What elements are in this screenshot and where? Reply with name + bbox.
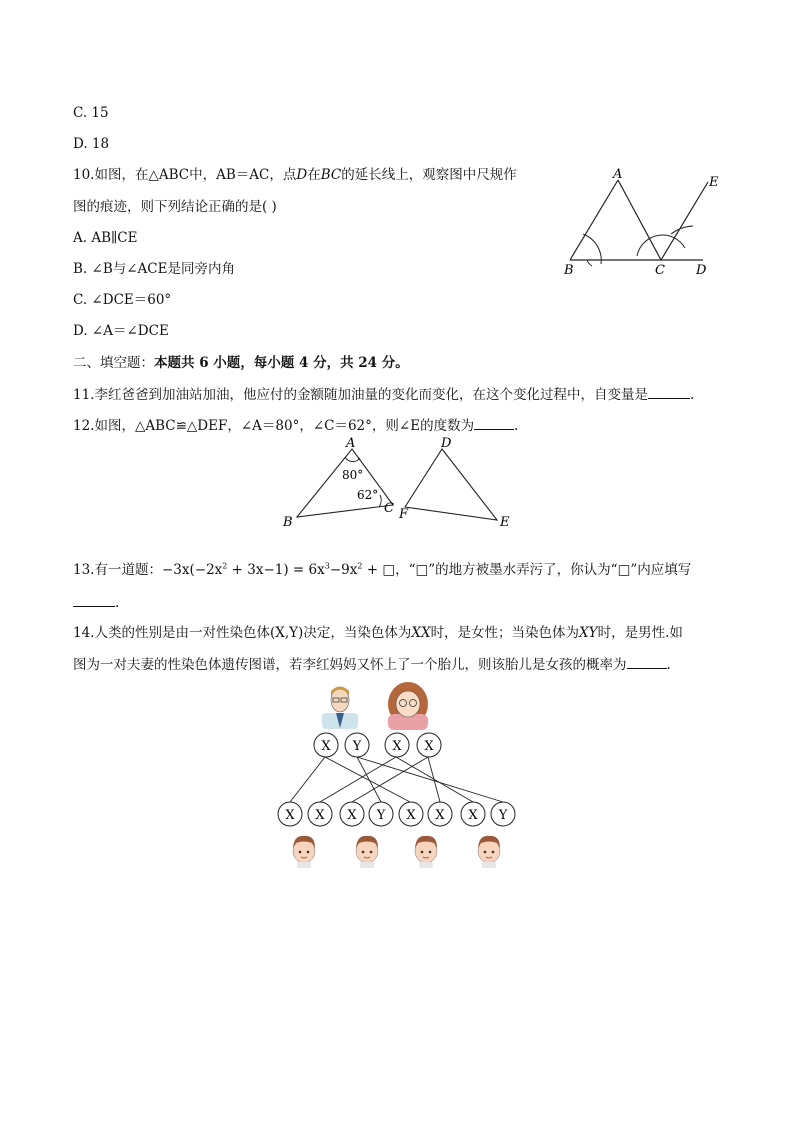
parent-chromosome-1: X [321,739,331,754]
q10-text-c: 的延长线上，观察图中尺规作 [341,167,517,183]
child-chromosomes [278,802,515,826]
q10-option-c: C. ∠DCE＝60° [73,292,172,308]
q12-text: 12.如图，△ABC≌△DEF，∠A＝80°，∠C＝62°，则∠E的度数为 [73,418,475,434]
q12-label-a: A [346,436,356,451]
q10-triangle-figure [555,160,735,285]
child-chromosome-8: Y [498,808,508,823]
q14-blank [627,655,667,669]
child-icon [356,836,378,868]
section-2-title: 二、填空题： [73,355,154,371]
q14-end: . [666,657,671,673]
parent-chromosomes [314,733,441,757]
parent-chromosome-2: Y [352,739,362,754]
child-chromosome-7: X [468,808,478,823]
q10-option-b: B. ∠B与∠ACE是同旁内角 [73,261,235,277]
child-chromosome-5: X [406,808,416,823]
q13-expr-lhs: −3x(−2x [161,562,223,578]
q10-var-bc: BC [320,167,342,183]
q12-label-e: E [500,515,510,530]
q12-blank [474,416,514,430]
child-chromosome-2: X [315,808,325,823]
q12-angle-a: 80° [342,468,364,482]
father-icon [322,687,358,730]
child-chromosome-6: X [435,808,445,823]
q13-exp-2a: 2 [222,561,228,571]
q12-label-b: B [283,515,293,530]
q13-exp-3: 3 [324,561,330,571]
q13-blank [73,593,115,607]
q14-text-a: 14.人类的性别是由一对性染色体(X,Y)决定，当染色体为 [73,625,412,641]
q13-end: . [115,595,120,611]
q12 [73,416,518,435]
option-d-q9: D. 18 [73,136,110,152]
q14-inheritance-diagram [270,680,530,880]
q10-option-a: A. AB∥CE [73,230,138,246]
q10-line1 [73,166,517,184]
q10-var-d: D [296,167,308,183]
child-chromosome-1: X [285,808,295,823]
q12-label-c: C [384,501,394,516]
q14-xy: XY [579,625,598,641]
child-chromosome-3: X [347,808,357,823]
q10-label-e: E [709,175,719,190]
q10-text-a: 10.如图，在△ABC中，AB＝AC，点 [73,167,297,183]
q10-label-d: D [696,263,707,278]
q13 [73,561,691,579]
q11-blank [648,385,690,399]
q10-label-b: B [564,263,574,278]
inheritance-lines [290,757,503,802]
q14-line2 [73,655,671,674]
q13-prefix: 13.有一道题： [73,562,162,578]
q10-label-a: A [613,167,623,182]
q14-text-c: 时，是男性.如 [597,625,683,641]
section-2-heading [73,354,409,372]
q11-text: 11.李红爸爸到加油站加油，他应付的金额随加油量的变化而变化，在这个变化过程中，自变量是 [73,387,648,403]
q10-line2: 图的痕迹，则下列结论正确的是( ) [73,199,277,215]
q10-option-d: D. ∠A＝∠DCE [73,323,169,339]
mother-icon [388,682,428,730]
q12-congruent-triangles [275,435,525,535]
q14-text-d: 图为一对夫妻的性染色体遗传图谱，若李红妈妈又怀上了一个胎儿，则该胎儿是女孩的概率为 [73,657,627,673]
child-icon [478,836,500,868]
q11-end: . [689,387,695,403]
q11 [73,385,694,404]
q12-label-f: F [399,507,409,522]
option-c-q9: C. 15 [73,105,109,121]
section-2-desc: 本题共 6 小题，每小题 4 分，共 24 分。 [154,355,409,371]
q13-expr-mid2: −9x [329,562,358,578]
child-icon [415,836,437,868]
q13-expr-mid1: + 3x−1) = 6x [227,562,325,578]
q12-angle-c: 62° [357,488,379,502]
parent-chromosome-3: X [392,739,402,754]
q12-end: . [514,418,519,434]
q13-exp-2b: 2 [357,561,363,571]
q14-xx: XX [411,625,431,641]
q13-suffix: “□”的地方被墨水弄污了，你认为“□”内应填写 [408,562,692,578]
child-icons [293,836,500,868]
q14-text-b: 时，是女性；当染色体为 [430,625,580,641]
q14-line1 [73,624,683,642]
parent-chromosome-4: X [424,739,434,754]
q10-text-b: 在 [307,167,321,183]
child-chromosome-4: Y [376,808,386,823]
q13-answer-line [73,593,119,612]
child-icon [293,836,315,868]
q12-label-d: D [441,436,452,451]
q10-label-c: C [655,263,665,278]
q13-expr-end: + □， [362,562,409,578]
